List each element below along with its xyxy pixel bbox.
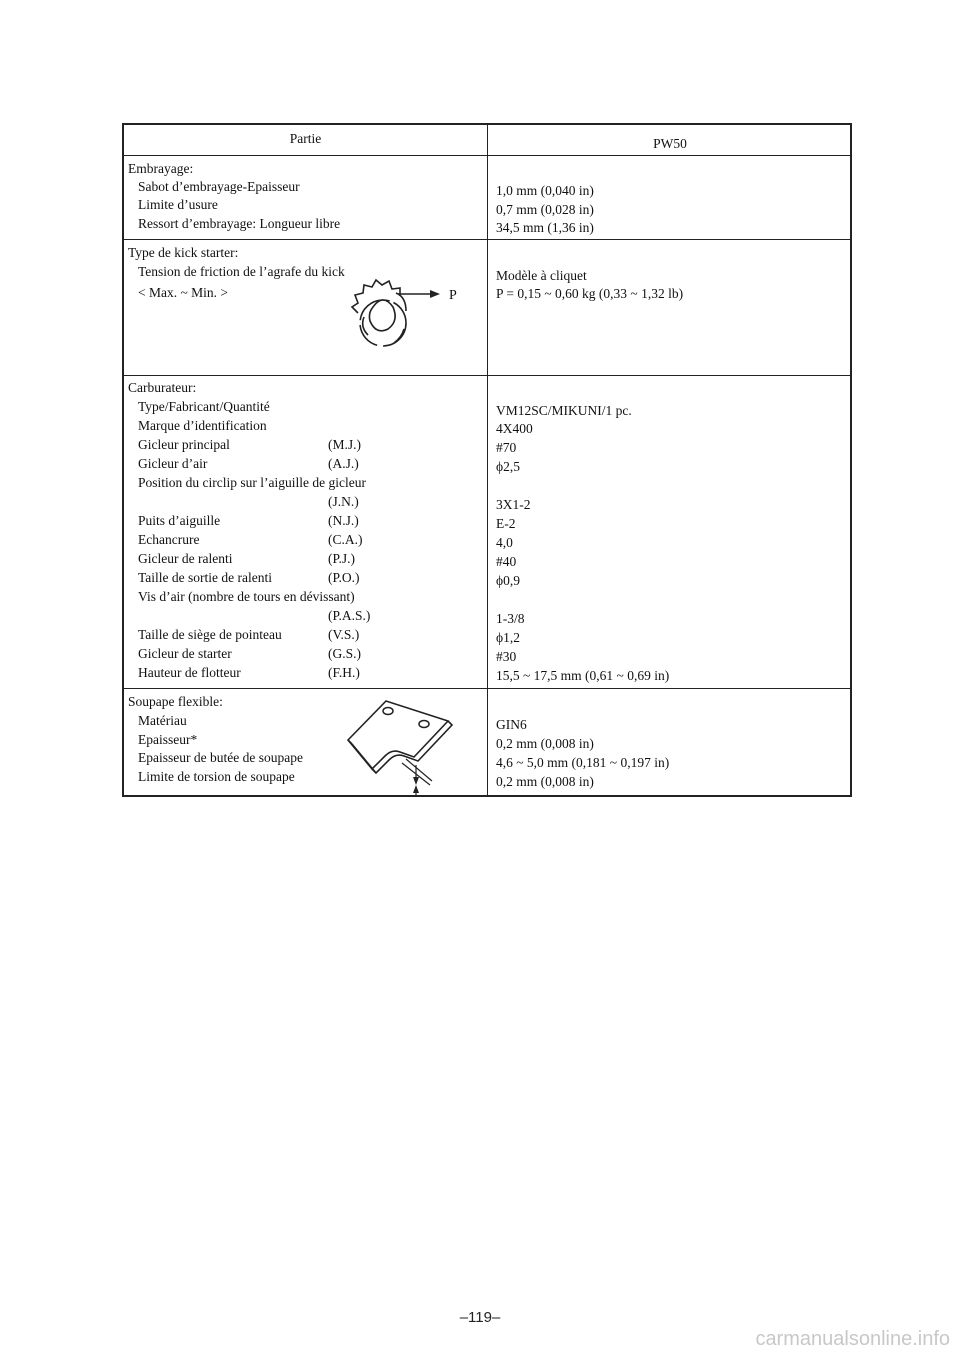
carb-value: VM12SC/MIKUNI/1 pc. [496, 403, 632, 418]
carb-value: ϕ2,5 [496, 459, 520, 474]
reed-value: 4,6 ~ 5,0 mm (0,181 ~ 0,197 in) [496, 755, 670, 770]
carb-label: Gicleur de ralenti [138, 551, 233, 566]
carb-abbr: (N.J.) [328, 513, 359, 528]
section-divider-kick [124, 375, 850, 376]
carb-label: Taille de siège de pointeau [138, 627, 282, 642]
kick-type-value: Modèle à cliquet [496, 268, 587, 283]
carb-abbr: (P.O.) [328, 570, 360, 585]
carb-abbr: (M.J.) [328, 437, 361, 452]
section-divider-clutch [124, 239, 850, 240]
kick-tension-label: Tension de friction de l’agrafe du kick [138, 264, 345, 279]
carb-abbr: (A.J.) [328, 456, 359, 471]
carb-label: Taille de sortie de ralenti [138, 570, 272, 585]
carb-abbr: (P.A.S.) [328, 608, 371, 623]
clutch-wear-label: Limite d’usure [138, 197, 218, 212]
reed-value: 0,2 mm (0,008 in) [496, 774, 594, 789]
carb-abbr: (J.N.) [328, 494, 359, 509]
carb-abbr: (V.S.) [328, 627, 360, 642]
carb-value: E-2 [496, 516, 516, 531]
reed-label: Epaisseur de butée de soupape [138, 750, 303, 765]
carb-label: Type/Fabricant/Quantité [138, 399, 270, 414]
clutch-title: Embrayage: [128, 161, 194, 176]
carb-value: ϕ0,9 [496, 573, 520, 588]
watermark-text: carmanualsonline.info [755, 1328, 950, 1350]
carb-value: #40 [496, 554, 517, 569]
reed-label: Epaisseur* [138, 732, 198, 747]
header-item: Partie [289, 131, 322, 146]
carb-label: Echancrure [138, 532, 200, 547]
clutch-spring-label: Ressort d’embrayage: Longueur libre [138, 216, 341, 231]
carb-label: Gicleur principal [138, 437, 230, 452]
clutch-shoe-label: Sabot d’embrayage-Epaisseur [138, 179, 300, 194]
arrow-head [430, 290, 440, 298]
column-divider [487, 125, 488, 795]
carb-label: Gicleur d’air [138, 456, 208, 471]
section-divider-carb [124, 688, 850, 689]
carb-label: Hauteur de flotteur [138, 665, 241, 680]
clutch-wear-value: 0,7 mm (0,028 in) [496, 202, 594, 217]
carb-value: 15,5 ~ 17,5 mm (0,61 ~ 0,69 in) [496, 668, 670, 683]
reed-value: GIN6 [496, 717, 527, 732]
kick-tension-value: P = 0,15 ~ 0,60 kg (0,33 ~ 1,32 lb) [496, 286, 684, 301]
carb-abbr: (F.H.) [328, 665, 360, 680]
kick-title: Type de kick starter: [128, 245, 239, 260]
header-divider [124, 155, 850, 156]
kick-clip-diagram [338, 275, 468, 360]
reed-valve-diagram [342, 695, 472, 797]
carb-value: 4X400 [496, 421, 533, 436]
page-number: –119– [459, 1309, 501, 1326]
reed-label: Limite de torsion de soupape [138, 769, 295, 784]
carb-value: 1-3/8 [496, 611, 525, 626]
carb-value: #30 [496, 649, 517, 664]
carb-abbr: (G.S.) [328, 646, 361, 661]
carb-label: Puits d’aiguille [138, 513, 221, 528]
carb-label: Position du circlip sur l’aiguille de gicleur [138, 475, 366, 490]
clutch-spring-value: 34,5 mm (1,36 in) [496, 220, 594, 235]
carb-label: Gicleur de starter [138, 646, 232, 661]
reed-value: 0,2 mm (0,008 in) [496, 736, 594, 751]
reed-label: Matériau [138, 713, 187, 728]
kick-range-label: < Max. ~ Min. > [138, 285, 229, 300]
carb-value: 3X1-2 [496, 497, 531, 512]
carb-value: #70 [496, 440, 517, 455]
spec-table [122, 123, 852, 797]
carb-abbr: (P.J.) [328, 551, 356, 566]
reed-title: Soupape flexible: [128, 694, 223, 709]
carb-value: ϕ1,2 [496, 630, 520, 645]
header-model: PW50 [653, 136, 687, 151]
carb-label: Marque d’identification [138, 418, 267, 433]
carb-abbr: (C.A.) [328, 532, 363, 547]
carb-title: Carburateur: [128, 380, 197, 395]
diagram-p-label: P [449, 288, 457, 303]
carb-label: Vis d’air (nombre de tours en dévissant) [138, 589, 355, 604]
carb-value: 4,0 [496, 535, 513, 550]
clutch-shoe-value: 1,0 mm (0,040 in) [496, 183, 594, 198]
